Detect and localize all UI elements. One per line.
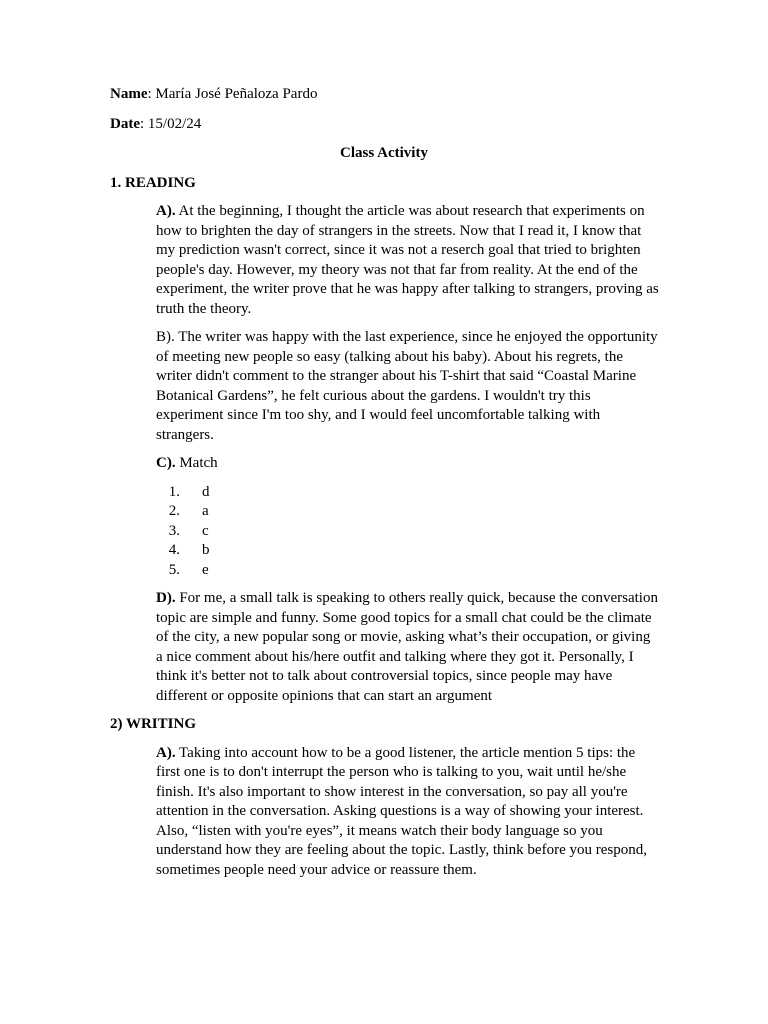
- list-item-value: b: [202, 542, 210, 558]
- reading-c-label: C).: [156, 455, 176, 471]
- reading-answer-b: B). The writer was happy with the last experience, since he enjoyed the opportunity of meeting new people so easy (talking about his baby). About his regrets, the writer didn't comment to the stranger about his T-shirt that said “Coastal Marine Botanical Gardens”, he felt curious about the gardens. I wouldn't try this experiment since I'm too shy, and I would feel uncomfortable talking with strangers.: [156, 329, 658, 443]
- reading-d-label: D).: [156, 590, 176, 606]
- list-item-value: e: [202, 561, 209, 578]
- writing-answer-a: [156, 744, 660, 881]
- writing-a-text: Taking into account how to be a good listener, the article mention 5 tips: the first one is to don't interrupt the person who is talking to you, wait until he/she finish. It's also important to show interest in the conversation, so pay all you're attention in the conversation. Asking questions is a way of showing your interest. Also, “listen with you're eyes”, it means watch their body language so you understand how they are feeling about the topic. Lastly, think before you respond, sometimes people need your advice or reassure them.: [156, 744, 647, 878]
- name-line: [110, 85, 658, 105]
- list-item-number: 5.: [168, 561, 180, 578]
- list-item-value: a: [202, 503, 209, 519]
- reading-answer-a: [156, 202, 660, 319]
- name-value: : María José Peñaloza Pardo: [147, 86, 318, 102]
- list-item-number: 2.: [168, 503, 180, 519]
- list-item: [156, 561, 658, 581]
- list-item-number: 3.: [168, 522, 180, 539]
- reading-c-text: Match: [175, 455, 218, 471]
- list-item-value: d: [202, 483, 210, 500]
- list-item: [156, 522, 658, 542]
- match-list: [156, 483, 658, 581]
- date-line: [110, 115, 658, 135]
- reading-answer-d: [156, 589, 660, 706]
- reading-a-label: A).: [156, 203, 176, 219]
- list-item-number: 4.: [168, 542, 180, 558]
- name-label: Name: [110, 86, 148, 102]
- list-item: [156, 502, 658, 522]
- date-value: : 15/02/24: [140, 115, 202, 132]
- writing-heading: 2) WRITING: [110, 716, 196, 732]
- list-item: [156, 483, 658, 503]
- writing-a-label: A).: [156, 744, 176, 761]
- list-item-number: 1.: [168, 483, 180, 500]
- reading-a-text: At the beginning, I thought the article was about research that experiments on how to brighten the day of strangers in the streets. Now that I read it, I know that my prediction wasn't correct, since it was not a reserch goal that tried to brighten people's day. However, my theory was not that far from reality. At the end of the experiment, the writer prove that he was happy after talking to strangers, proving as truth the theory.: [156, 203, 659, 317]
- list-item: [156, 541, 658, 561]
- reading-d-text: For me, a small talk is speaking to others really quick, because the conversation topic are simple and funny. Some good topics for a small chat could be the climate of the city, a new popular song or movie, asking what’s their occupation, or giving a nice comment about his/here outfit and talking where they got it. Personally, I think it's better not to talk about controversial topics, since people may have different or opposite opinions that can start an argument: [156, 590, 658, 704]
- reading-heading: 1. READING: [110, 174, 196, 191]
- date-label: Date: [110, 115, 140, 132]
- reading-answer-c: [156, 454, 660, 474]
- document-title: Class Activity: [340, 145, 428, 161]
- list-item-value: c: [202, 522, 209, 539]
